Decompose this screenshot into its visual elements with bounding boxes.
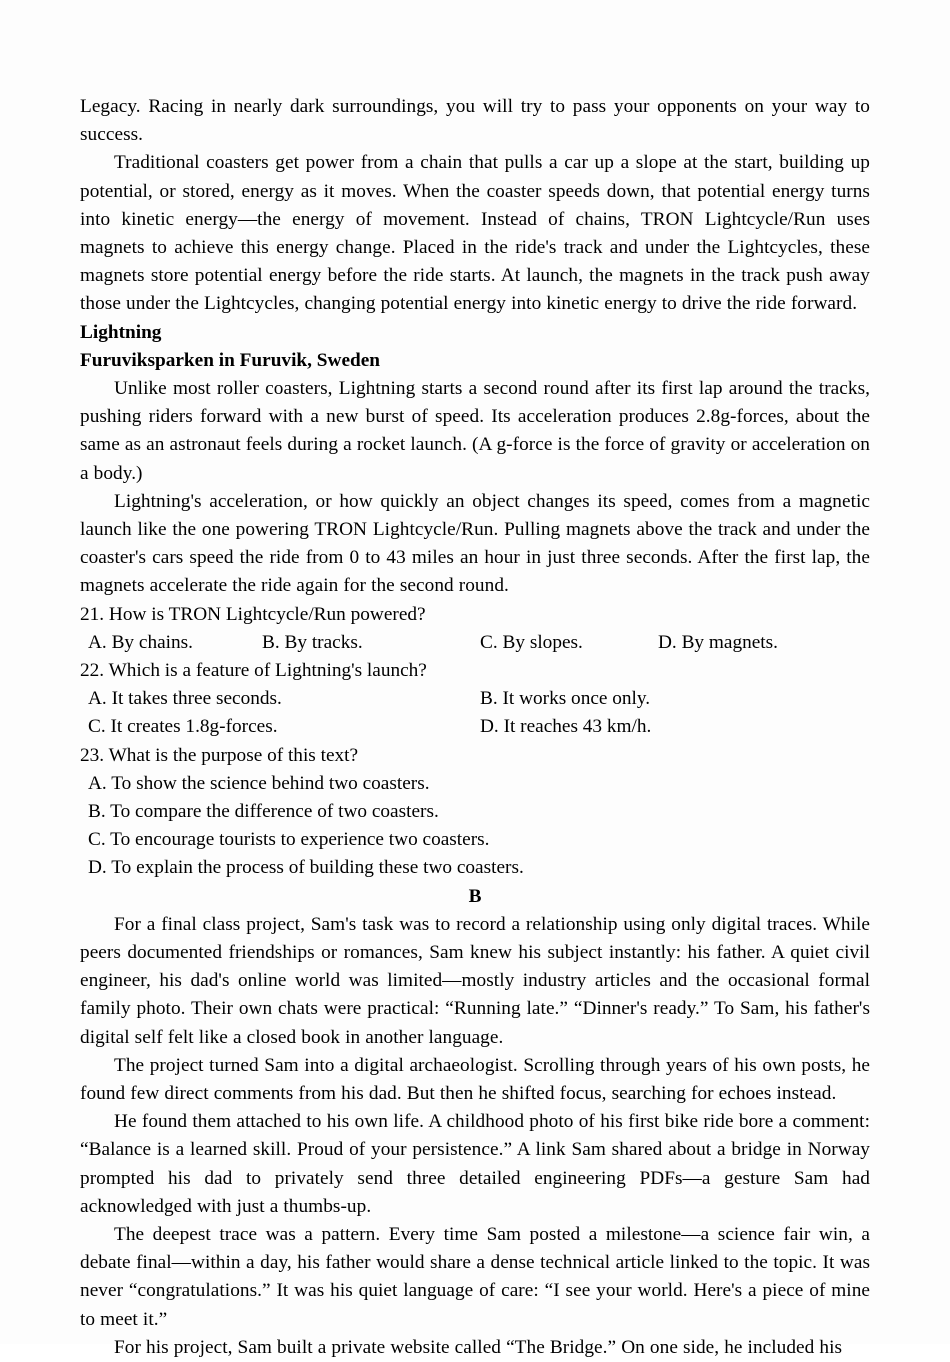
question-22-option-d[interactable]: D. It reaches 43 km/h. <box>480 716 652 738</box>
question-22-option-b[interactable]: B. It works once only. <box>480 688 651 710</box>
section-b-paragraph-3: He found them attached to his own life. A childhood photo of his first bike ride bore a comment: “Balance is a learned skill. Proud of your persistence.” A link Sam shared about a bridge in Norway prompted his dad to privately send three detailed engineering PDFs—a gesture Sam had acknowledged with just a thumbs-up. <box>80 1111 870 1217</box>
question-23-option-d[interactable]: D. To explain the process of building these two coasters. <box>88 857 524 879</box>
question-23-option-a[interactable]: A. To show the science behind two coasters. <box>88 772 430 794</box>
section-b-paragraph-5: For his project, Sam built a private website called “The Bridge.” On one side, he included his <box>114 1336 843 1358</box>
question-21-option-c[interactable]: C. By slopes. <box>480 631 583 653</box>
question-21-option-d[interactable]: D. By magnets. <box>658 631 778 653</box>
question-23-options <box>80 770 870 883</box>
paragraph-traditional-coasters: Traditional coasters get power from a chain that pulls a car up a slope at the start, building up potential, or stored, energy as it moves. When the coaster speeds down, that potential energy turns into kinetic energy—the energy of movement. Instead of chains, TRON Lightcycle/Run uses magnets to achieve this energy change. Placed in the ride's track and under the Lightcycles, these magnets store potential energy before the ride starts. At launch, the magnets in the track push away those under the Lightcycles, changing potential energy into kinetic energy to drive the ride forward. <box>80 152 870 315</box>
paragraph-lightning-acceleration: Lightning's acceleration, or how quickly an object changes its speed, comes from a magnetic launch like the one powering TRON Lightcycle/Run. Pulling magnets above the track and under the coaster's cars speed the ride from 0 to 43 miles an hour in just three seconds. After the first lap, the magnets accelerate the ride again for the second round. <box>80 490 870 597</box>
question-23-stem: 23. What is the purpose of this text? <box>80 744 359 766</box>
question-22-options-row-1 <box>80 685 870 713</box>
section-b-paragraph-2: The project turned Sam into a digital archaeologist. Scrolling through years of his own posts, he found few direct comments from his dad. But then he shifted focus, searching for echoes instead. <box>80 1054 870 1105</box>
question-22-stem: 22. Which is a feature of Lightning's launch? <box>80 660 427 682</box>
question-21-options <box>80 629 870 657</box>
heading-park-location: Furuviksparken in Furuvik, Sweden <box>80 349 381 371</box>
question-23-option-c[interactable]: C. To encourage tourists to experience two coasters. <box>88 829 490 851</box>
section-b-paragraph-1: For a final class project, Sam's task was to record a relationship using only digital traces. While peers documented friendships or romances, Sam knew his subject instantly: his father. A quiet civil engineer, his dad's online world was limited—mostly industry articles and the occasional formal family photo. Their own chats were practical: “Running late.” “Dinner's ready.” To Sam, his father's digital self felt like a closed book in another language. <box>80 913 870 1048</box>
page-content <box>80 93 870 1362</box>
question-21-option-a[interactable]: A. By chains. <box>88 631 193 653</box>
heading-coaster-name: Lightning <box>80 321 162 343</box>
question-22-option-a[interactable]: A. It takes three seconds. <box>88 688 282 710</box>
section-b-letter: B <box>468 885 482 907</box>
paragraph-legacy: Legacy. Racing in nearly dark surroundings, you will try to pass your opponents on your way to success. <box>80 96 870 146</box>
question-21-stem: 21. How is TRON Lightcycle/Run powered? <box>80 603 426 625</box>
question-22-option-c[interactable]: C. It creates 1.8g-forces. <box>88 716 278 738</box>
question-23-option-b[interactable]: B. To compare the difference of two coasters. <box>88 801 439 823</box>
question-22-options-row-2 <box>80 713 870 741</box>
section-b-paragraph-4: The deepest trace was a pattern. Every time Sam posted a milestone—a science fair win, a debate final—within a day, his father would share a dense technical article linked to the topic. It was never “congratulations.” It was his quiet language of care: “I see your world. Here's a piece of mine to meet it.” <box>80 1224 870 1330</box>
question-21-option-b[interactable]: B. By tracks. <box>262 631 363 653</box>
paragraph-unlike-most-coasters: Unlike most roller coasters, Lightning starts a second round after its first lap around the tracks, pushing riders forward with a new burst of speed. Its acceleration produces 2.8g-forces, about the same as an astronaut feels during a rocket launch. (A g-force is the force of gravity or acceleration on a body.) <box>80 378 870 484</box>
